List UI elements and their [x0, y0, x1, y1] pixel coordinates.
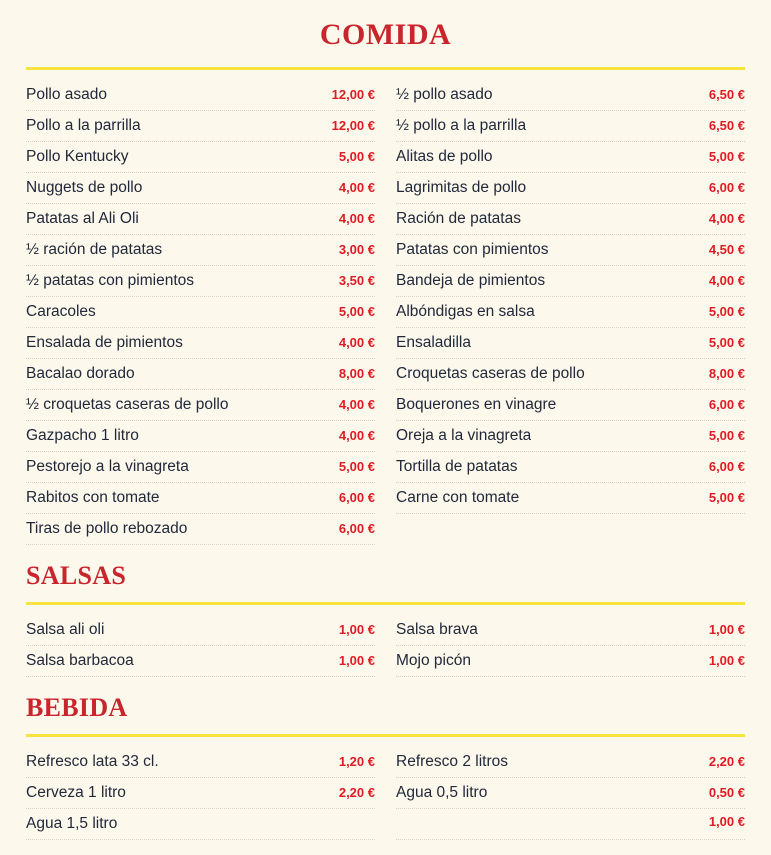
item-name: Carne con tomate: [396, 489, 520, 506]
item-name: Nuggets de pollo: [26, 179, 143, 196]
item-name: Agua 0,5 litro: [396, 784, 488, 801]
item-price: 6,00 €: [708, 180, 745, 195]
menu-row[interactable]: [26, 359, 375, 390]
item-name: Ensaladilla: [396, 334, 471, 351]
menu-row[interactable]: [26, 80, 375, 111]
item-name: ½ patatas con pimientos: [26, 272, 195, 289]
item-name: Oreja a la vinagreta: [396, 427, 532, 444]
menu-row[interactable]: [396, 328, 745, 359]
menu-row[interactable]: [26, 297, 375, 328]
item-name: Bacalao dorado: [26, 365, 135, 382]
column-filler: [396, 514, 745, 545]
menu-row[interactable]: [26, 266, 375, 297]
item-name: Caracoles: [26, 303, 96, 320]
item-name: Agua 1,5 litro: [26, 815, 118, 832]
menu-row[interactable]: [26, 173, 375, 204]
menu-row[interactable]: [26, 615, 375, 646]
item-name: Rabitos con tomate: [26, 489, 160, 506]
item-name: Bandeja de pimientos: [396, 272, 546, 289]
item-price: 5,00 €: [708, 428, 745, 443]
item-name: Pollo asado: [26, 86, 108, 103]
rule-spacer: [26, 605, 745, 615]
menu-row[interactable]: [396, 483, 745, 514]
item-price: 4,00 €: [338, 335, 375, 350]
item-price: 6,50 €: [708, 87, 745, 102]
item-name: Mojo picón: [396, 652, 471, 669]
item-price: 1,00 €: [708, 622, 745, 637]
item-price: 4,00 €: [338, 428, 375, 443]
menu-row[interactable]: [396, 359, 745, 390]
menu-row[interactable]: [26, 483, 375, 514]
item-price: 3,00 €: [338, 242, 375, 257]
item-price: 5,00 €: [708, 149, 745, 164]
menu-row[interactable]: [396, 111, 745, 142]
item-name: ½ pollo a la parrilla: [396, 117, 527, 134]
item-name: Pestorejo a la vinagreta: [26, 458, 189, 475]
item-price: 1,00 €: [708, 653, 745, 668]
item-price: 6,00 €: [338, 490, 375, 505]
item-name: Pollo Kentucky: [26, 148, 129, 165]
item-price: 4,00 €: [708, 211, 745, 226]
item-price: 4,00 €: [338, 211, 375, 226]
item-price: 8,00 €: [338, 366, 375, 381]
menu-row[interactable]: [396, 297, 745, 328]
item-price: 5,00 €: [708, 304, 745, 319]
menu-row[interactable]: [26, 204, 375, 235]
item-price: 1,00 €: [338, 622, 375, 637]
item-price: 5,00 €: [708, 335, 745, 350]
item-price: 12,00 €: [331, 87, 375, 102]
menu-row[interactable]: [396, 778, 745, 809]
item-name: Gazpacho 1 litro: [26, 427, 139, 444]
menu-row[interactable]: [26, 809, 375, 840]
item-price: 8,00 €: [708, 366, 745, 381]
salsas-left-column: [26, 615, 375, 677]
item-name: ½ ración de patatas: [26, 241, 163, 258]
menu-row[interactable]: [396, 809, 745, 840]
title-spacer: [26, 50, 745, 67]
item-name: Boquerones en vinagre: [396, 396, 557, 413]
item-price: 3,50 €: [338, 273, 375, 288]
item-name: Patatas al Ali Oli: [26, 210, 139, 227]
menu-row[interactable]: [396, 142, 745, 173]
item-price: 6,00 €: [708, 397, 745, 412]
item-price: 4,00 €: [338, 180, 375, 195]
item-price: 6,50 €: [708, 118, 745, 133]
item-price: 2,20 €: [708, 754, 745, 769]
menu-row[interactable]: [396, 80, 745, 111]
section-gap: [26, 677, 745, 695]
bebida-left-column: [26, 747, 375, 840]
item-name: Refresco 2 litros: [396, 753, 508, 770]
item-name: Albóndigas en salsa: [396, 303, 535, 320]
bebida-right-column: [396, 747, 745, 840]
menu-row[interactable]: [396, 646, 745, 677]
menu-row[interactable]: [396, 615, 745, 646]
section-title-spacer: [26, 721, 745, 734]
item-name: Lagrimitas de pollo: [396, 179, 527, 196]
section-title-salsas: SALSAS: [26, 561, 127, 590]
salsas-right-column: [396, 615, 745, 677]
item-name: Tiras de pollo rebozado: [26, 520, 188, 537]
item-price: 0,50 €: [708, 785, 745, 800]
item-price: 2,20 €: [338, 785, 375, 800]
menu-row[interactable]: [396, 390, 745, 421]
section-title-spacer: [26, 589, 745, 602]
section-comida-columns: [26, 80, 745, 545]
item-name: Croquetas caseras de pollo: [396, 365, 585, 382]
menu-row[interactable]: [26, 747, 375, 778]
comida-left-column: [26, 80, 375, 545]
menu-row[interactable]: [26, 390, 375, 421]
menu-row[interactable]: [26, 514, 375, 545]
item-name: Salsa ali oli: [26, 621, 105, 638]
section-title-bebida: BEBIDA: [26, 693, 128, 722]
menu-row[interactable]: [26, 646, 375, 677]
item-name: Ración de patatas: [396, 210, 521, 227]
item-price: 5,00 €: [338, 149, 375, 164]
item-name: Tortilla de patatas: [396, 458, 518, 475]
comida-right-column: [396, 80, 745, 545]
item-name: ½ croquetas caseras de pollo: [26, 396, 229, 413]
menu-row[interactable]: [396, 173, 745, 204]
menu-row[interactable]: [26, 778, 375, 809]
item-price: 6,00 €: [338, 521, 375, 536]
item-name: Refresco lata 33 cl.: [26, 753, 159, 770]
item-name: ½ pollo asado: [396, 86, 493, 103]
item-name: Alitas de pollo: [396, 148, 493, 165]
section-gap: [26, 545, 745, 563]
item-price: 12,00 €: [331, 118, 375, 133]
item-name: Ensalada de pimientos: [26, 334, 183, 351]
item-price: 4,00 €: [338, 397, 375, 412]
menu-row[interactable]: [396, 452, 745, 483]
item-price: 1,00 €: [338, 653, 375, 668]
rule-spacer: [26, 737, 745, 747]
section-salsas-columns: [26, 615, 745, 677]
menu-row[interactable]: [26, 421, 375, 452]
item-price: 5,00 €: [708, 490, 745, 505]
rule-spacer: [26, 70, 745, 80]
item-price: 1,00 €: [708, 814, 745, 829]
item-name: Salsa brava: [396, 621, 478, 638]
menu-row[interactable]: [26, 111, 375, 142]
menu-row[interactable]: [396, 747, 745, 778]
menu-row[interactable]: [26, 235, 375, 266]
item-price: 4,50 €: [708, 242, 745, 257]
menu-row[interactable]: [26, 142, 375, 173]
menu-row[interactable]: [26, 452, 375, 483]
menu-row[interactable]: [26, 328, 375, 359]
section-bebida-columns: [26, 747, 745, 840]
item-price: 5,00 €: [338, 304, 375, 319]
page-title: COMIDA: [319, 18, 452, 51]
item-price: 6,00 €: [708, 459, 745, 474]
item-price: 1,20 €: [338, 754, 375, 769]
item-price: 5,00 €: [338, 459, 375, 474]
item-name: Patatas con pimientos: [396, 241, 549, 258]
menu-row[interactable]: [396, 266, 745, 297]
item-price: 4,00 €: [708, 273, 745, 288]
menu-row[interactable]: [396, 421, 745, 452]
item-name: Salsa barbacoa: [26, 652, 134, 669]
menu-row[interactable]: [396, 235, 745, 266]
item-name: Pollo a la parrilla: [26, 117, 141, 134]
menu-row[interactable]: [396, 204, 745, 235]
item-name: Cerveza 1 litro: [26, 784, 126, 801]
